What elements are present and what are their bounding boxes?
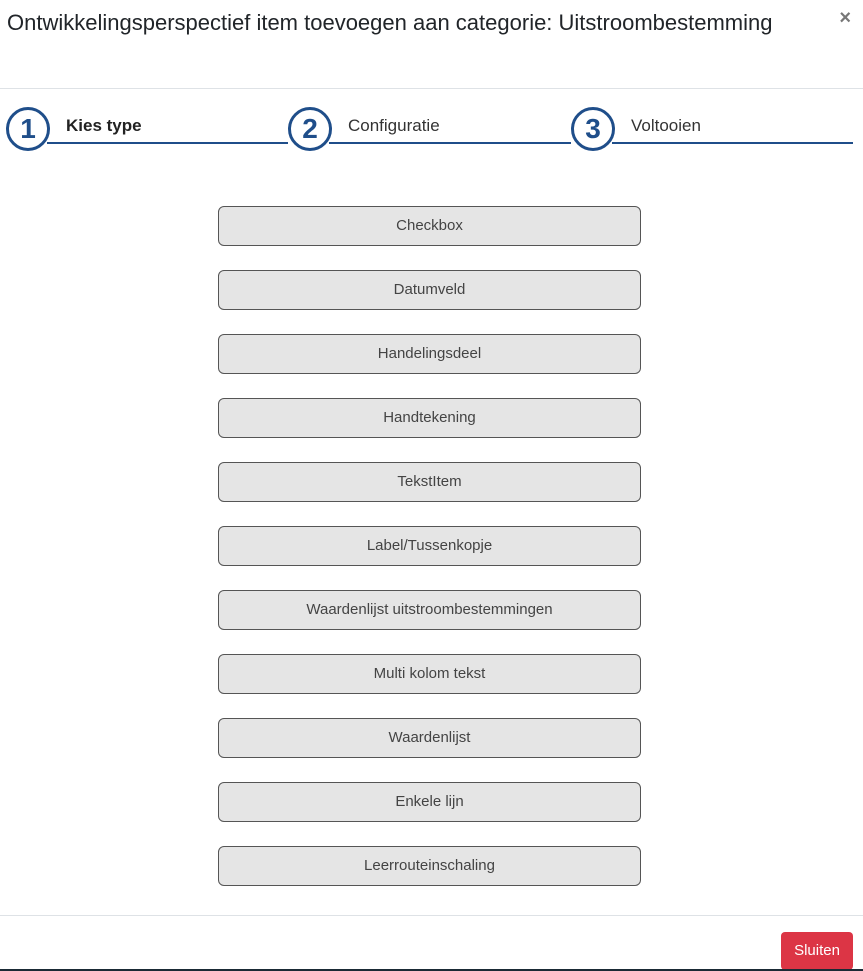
option-waardenlijst-uitstroombestemmingen-button[interactable]: Waardenlijst uitstroombestemmingen	[218, 590, 641, 630]
step-label-3: Voltooien	[631, 116, 701, 135]
step-2	[288, 100, 571, 156]
close-icon[interactable]: ×	[839, 7, 851, 29]
modal-header	[0, 0, 863, 89]
step-label-1: Kies type	[66, 116, 142, 135]
step-line-3	[612, 142, 853, 144]
step-line-2	[329, 142, 571, 144]
step-number-1: 1	[6, 107, 50, 151]
modal-footer	[0, 915, 863, 971]
step-label-2: Configuratie	[348, 116, 440, 135]
type-options-list	[218, 206, 641, 910]
option-checkbox-button[interactable]: Checkbox	[218, 206, 641, 246]
step-1	[6, 100, 288, 156]
option-label-tussenkopje-button[interactable]: Label/Tussenkopje	[218, 526, 641, 566]
step-3	[571, 100, 854, 156]
option-handtekening-button[interactable]: Handtekening	[218, 398, 641, 438]
option-handelingsdeel-button[interactable]: Handelingsdeel	[218, 334, 641, 374]
step-number-2: 2	[288, 107, 332, 151]
option-datumveld-button[interactable]: Datumveld	[218, 270, 641, 310]
sluiten-button[interactable]: Sluiten	[781, 932, 853, 970]
modal-title: Ontwikkelingsperspectief item toevoegen aan categorie: Uitstroombestemming	[7, 10, 773, 35]
option-multi-kolom-tekst-button[interactable]: Multi kolom tekst	[218, 654, 641, 694]
option-tekstitem-button[interactable]: TekstItem	[218, 462, 641, 502]
step-line-1	[47, 142, 288, 144]
step-number-3: 3	[571, 107, 615, 151]
option-enkele-lijn-button[interactable]: Enkele lijn	[218, 782, 641, 822]
stepper	[0, 100, 863, 160]
option-waardenlijst-button[interactable]: Waardenlijst	[218, 718, 641, 758]
option-leerrouteinschaling-button[interactable]: Leerrouteinschaling	[218, 846, 641, 886]
